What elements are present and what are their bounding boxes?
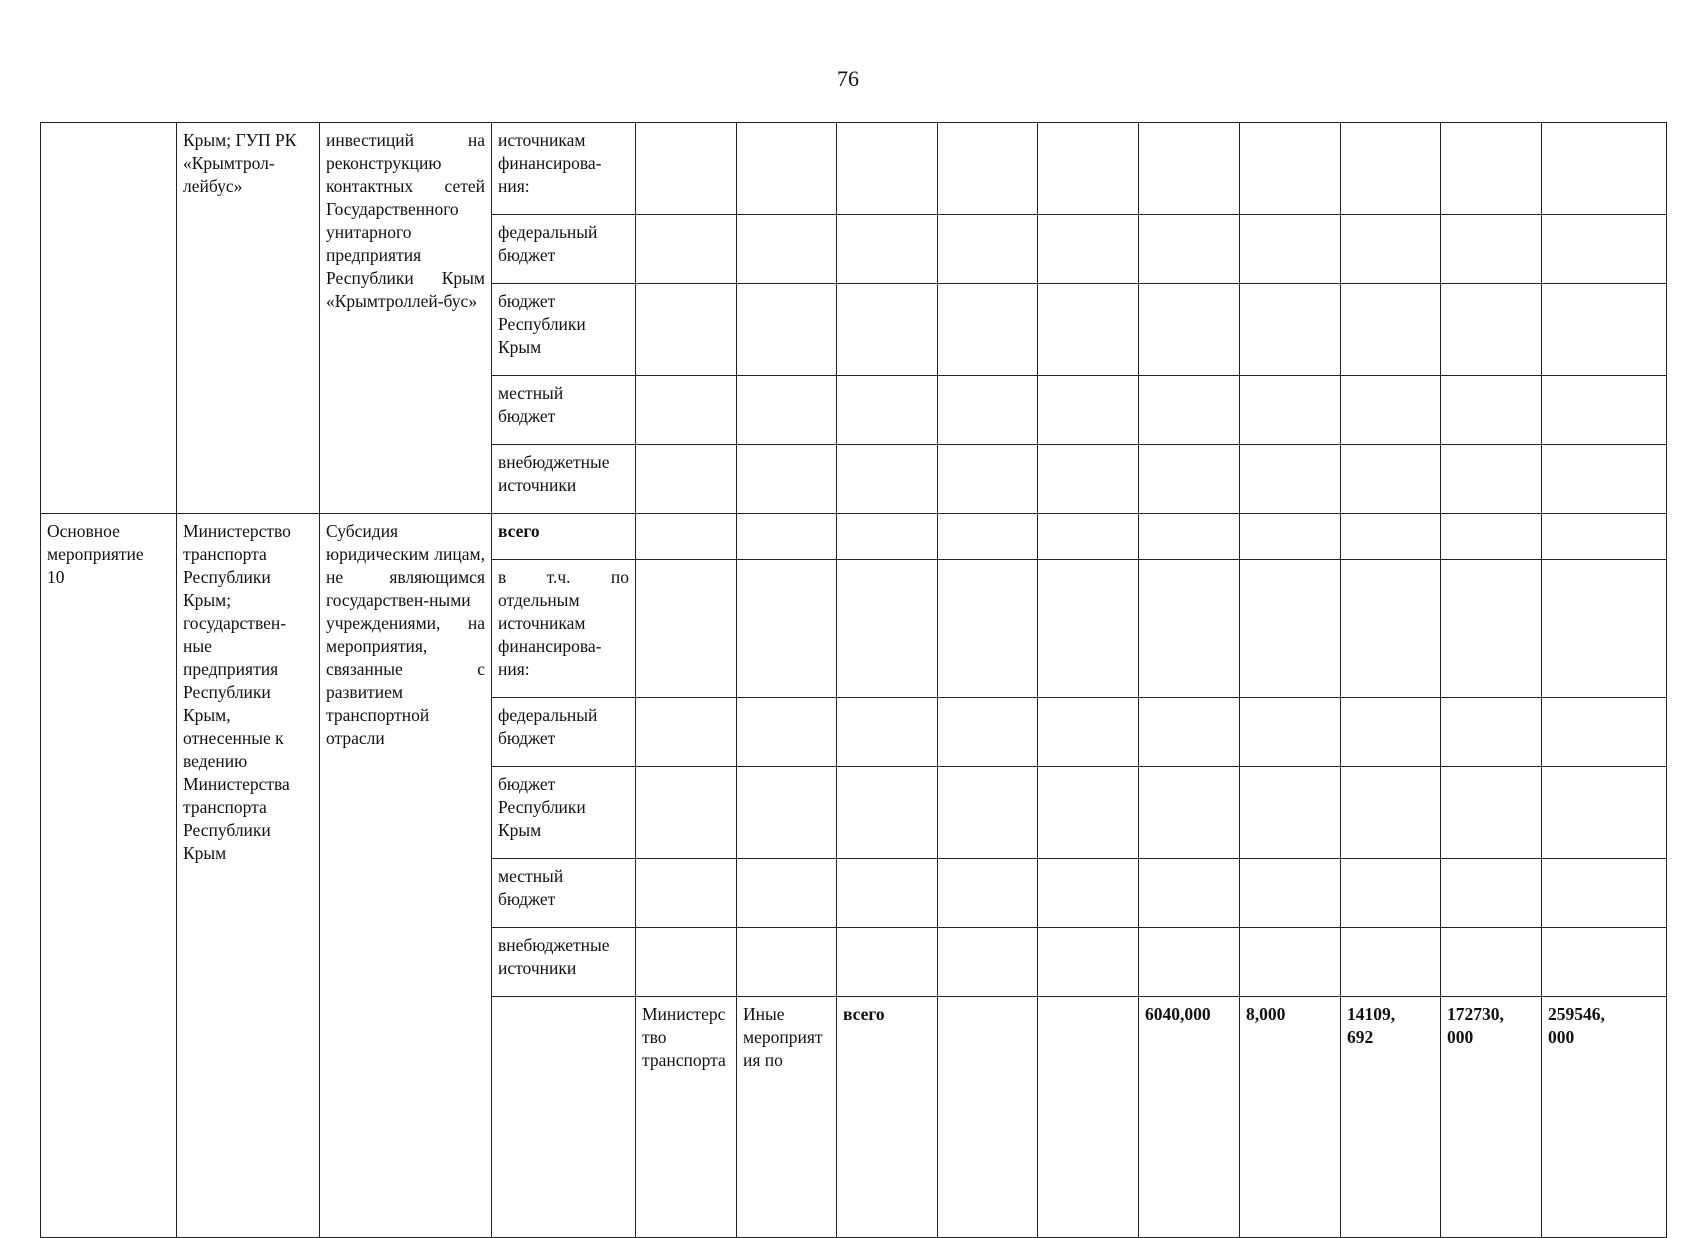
cell-executor: Министерство транспорта Республики Крым; государствен- ные предприятия Республики Крым, отнесенные к ведению Министерства транспорта Республики Крым	[177, 514, 320, 1238]
cell-value	[1038, 997, 1139, 1238]
cell-source: внебюджетные источники	[492, 445, 636, 514]
cell-executor: Министерство транспорта	[636, 997, 737, 1238]
cell-source: бюджет Республики Крым	[492, 284, 636, 376]
cell-event: Основное мероприятие 10	[41, 514, 177, 1238]
cell-total-label: всего	[837, 997, 938, 1238]
cell-source: внебюджетные источники	[492, 928, 636, 997]
cell-description: инвестиций на реконструкцию контактных сетей Государственного унитарного предприятия Республики Крым «Крымтроллей-бус»	[320, 123, 492, 514]
cell-source: местный бюджет	[492, 376, 636, 445]
table-row	[41, 514, 1667, 560]
cell-source: местный бюджет	[492, 859, 636, 928]
cell-description: Субсидия юридическим лицам, не являющимся государствен-ными учреждениями, на мероприятия, связанные с развитием транспортной отрасли	[320, 514, 492, 1238]
cell-source: бюджет Республики Крым	[492, 767, 636, 859]
cell-value: 259546, 000	[1542, 997, 1667, 1238]
cell-source: в т.ч. по отдельным источникам финансирова-ния:	[492, 560, 636, 698]
financing-table	[40, 122, 1667, 1238]
cell-description: Иные мероприятия по	[737, 997, 837, 1238]
cell-event	[41, 123, 177, 514]
cell-value: 6040,000	[1139, 997, 1240, 1238]
cell-value: 8,000	[1240, 997, 1341, 1238]
cell-value: 14109, 692	[1341, 997, 1441, 1238]
cell-source: федеральный бюджет	[492, 698, 636, 767]
cell-total-label: всего	[492, 514, 636, 560]
cell-source: федеральный бюджет	[492, 215, 636, 284]
table-row	[41, 123, 1667, 215]
cell-source: источникам финансирова- ния:	[492, 123, 636, 215]
cell-event	[492, 997, 636, 1238]
cell-executor: Крым; ГУП РК «Крымтрол- лейбус»	[177, 123, 320, 514]
page-number: 76	[837, 66, 859, 91]
cell-value	[938, 997, 1038, 1238]
cell-value: 172730, 000	[1441, 997, 1542, 1238]
